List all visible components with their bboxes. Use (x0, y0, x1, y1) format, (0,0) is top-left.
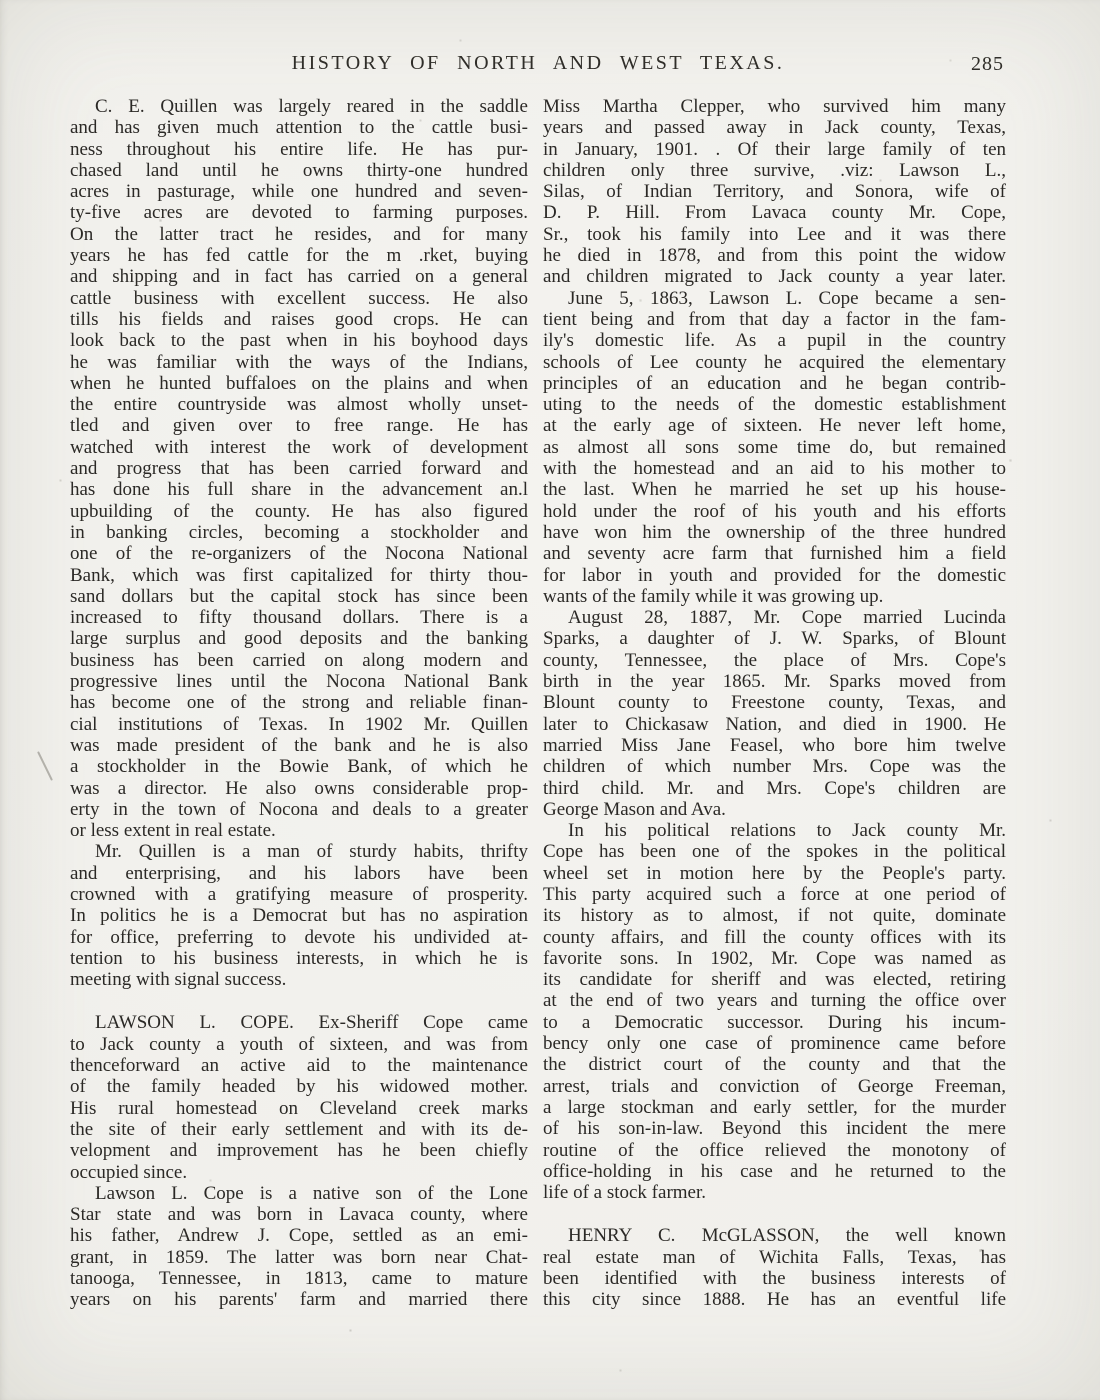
text-line: increased to fifty thousand dollars. There is a (70, 607, 528, 629)
text-line: the site of their early settlement and with its de- (70, 1118, 528, 1140)
text-line: the entire countryside was almost wholly unset- (70, 394, 528, 416)
text-line: one of the re-organizers of the Nocona National (70, 543, 528, 565)
paper-speckles (0, 0, 1, 1)
text-line: Bank, which was first capitalized for thirty thou- (70, 564, 528, 586)
text-line: a large stockman and early settler, for the murder (543, 1096, 1006, 1118)
text-line: Star state and was born in Lavaca county, where (70, 1204, 528, 1226)
text-column-left (70, 96, 528, 1311)
text-line: cattle business with excellent success. He also (70, 287, 528, 309)
text-line: HENRY C. McGLASSON, the well known (568, 1225, 1006, 1247)
text-line: meeting with signal success. (70, 969, 287, 991)
text-line: uting to the needs of the domestic establishment (543, 394, 1006, 416)
text-line: in January, 1901. . Of their large family of ten (543, 138, 1006, 160)
text-line: tention to his business interests, in which he is (70, 947, 528, 969)
text-line: married Miss Jane Feasel, who bore him twelve (543, 734, 1006, 756)
running-header (70, 52, 1006, 75)
text-line: been identified with the business interests of (543, 1268, 1006, 1290)
text-line: tled and given over to free range. He has (70, 415, 528, 437)
text-line: Sr., took his family into Lee and it was there (543, 223, 1006, 245)
text-line: and seventy acre farm that furnished him a field (543, 543, 1006, 565)
page-title: HISTORY OF NORTH AND WEST TEXAS. (291, 52, 785, 74)
text-line: LAWSON L. COPE. Ex-Sheriff Cope came (95, 1012, 528, 1034)
text-line: Miss Martha Clepper, who survived him many (543, 96, 1006, 117)
text-line: office-holding in his case and he returned to the (543, 1160, 1006, 1182)
text-line: children only three survive, .viz: Lawson L., (543, 159, 1006, 181)
text-line: children of which number Mrs. Cope was the (543, 756, 1006, 778)
text-line: Cope has been one of the spokes in the political (543, 841, 1006, 863)
text-line: a stockholder in the Bowie Bank, of which he (70, 756, 528, 778)
text-line: life of a stock farmer. (543, 1182, 707, 1204)
page-number: 285 (971, 53, 1004, 75)
text-line: real estate man of Wichita Falls, Texas, has (543, 1246, 1006, 1268)
text-line: to a Democratic successor. During his incum- (543, 1011, 1006, 1033)
text-line: wheel set in motion here by the People's party. (543, 862, 1006, 884)
text-line: to Jack county a youth of sixteen, and was from (70, 1033, 528, 1055)
text-line: of the family headed by his widowed mother. (70, 1076, 528, 1098)
text-line: or less extent in real estate. (70, 820, 276, 842)
text-line: and shipping and in fact has carried on a general (70, 266, 528, 288)
text-line: of his son-in-law. Beyond this incident the mere (543, 1118, 1006, 1140)
text-line: sand dollars but the capital stock has since been (70, 585, 528, 607)
text-line: Sparks, a daughter of J. W. Sparks, of Blount (543, 628, 1006, 650)
text-line: chased land until he owns thirty-one hundred (70, 159, 528, 181)
text-line: ty-five acres are devoted to farming purposes. (70, 202, 528, 224)
text-line: with the homestead and an aid to his mother to (543, 458, 1006, 480)
text-line: Lawson L. Cope is a native son of the Lone (95, 1182, 528, 1204)
text-line: erty in the town of Nocona and deals to a greater (70, 798, 528, 820)
text-line: bency only one case of prominence came before (543, 1033, 1006, 1055)
text-line: years he has fed cattle for the m .rket, buying (70, 245, 528, 267)
text-line: and children migrated to Jack county a year later. (543, 266, 1006, 288)
text-line: was made president of the bank and he is also (70, 734, 528, 756)
text-line: tient being and from that day a factor in the fam- (543, 308, 1006, 330)
text-line: and enterprising, and his labors have been (70, 862, 528, 884)
text-line: its history as to almost, if not quite, dominate (543, 905, 1006, 927)
text-line: has done his full share in the advancement an.l (70, 479, 528, 501)
text-line: watched with interest the work of development (70, 436, 528, 458)
text-line: Silas, of Indian Territory, and Sonora, wife of (543, 181, 1006, 203)
text-line: Blount county to Freestone county, Texas, and (543, 692, 1006, 714)
text-line: hold under the roof of his youth and his efforts (543, 500, 1006, 522)
text-line: On the latter tract he resides, and for many (70, 223, 528, 245)
text-line: June 5, 1863, Lawson L. Cope became a sen- (568, 287, 1006, 309)
text-line: look back to the past when in his boyhood days (70, 330, 528, 352)
text-line: crowned with a gratifying measure of prosperity. (70, 883, 528, 905)
text-line: C. E. Quillen was largely reared in the saddle (95, 96, 528, 117)
text-line: at the early age of sixteen. He never left home, (543, 415, 1006, 437)
text-line: wants of the family while it was growing up. (543, 585, 884, 607)
text-line: cial institutions of Texas. In 1902 Mr. Quillen (70, 713, 528, 735)
text-line: business has been carried on along modern and (70, 649, 528, 671)
text-line: has become one of the strong and reliable finan- (70, 692, 528, 714)
text-line: for office, preferring to devote his undivided at- (70, 926, 528, 948)
text-line: he died in 1878, and from this point the widow (543, 245, 1006, 267)
text-line: at the end of two years and turning the office over (543, 990, 1006, 1012)
text-line: its candidate for sheriff and was elected, retiring (543, 969, 1006, 991)
text-line: large surplus and good deposits and the banking (70, 628, 528, 650)
text-columns (70, 96, 1006, 1311)
text-line: favorite sons. In 1902, Mr. Cope was named as (543, 947, 1006, 969)
text-line: George Mason and Ava. (543, 798, 726, 820)
text-line: upbuilding of the county. He has also figured (70, 500, 528, 522)
text-line: the last. When he married he set up his house- (543, 479, 1006, 501)
text-line: in banking circles, becoming a stockholder and (70, 521, 528, 543)
text-line: Mr. Quillen is a man of sturdy habits, thrifty (95, 841, 528, 863)
text-line: was a director. He also owns considerable prop- (70, 777, 528, 799)
text-line: grant, in 1859. The latter was born near Chat- (70, 1246, 528, 1268)
text-line: for labor in youth and provided for the domestic (543, 564, 1006, 586)
text-line: velopment and improvement has he been chiefly (70, 1140, 528, 1162)
text-line: This party acquired such a force at one period of (543, 883, 1006, 905)
text-line: and has given much attention to the cattle busi- (70, 117, 528, 139)
text-line: principles of an education and he began contrib- (543, 372, 1006, 394)
text-line: his father, Andrew J. Cope, settled as an emi- (70, 1225, 528, 1247)
text-line: In his political relations to Jack county Mr. (568, 820, 1006, 842)
text-line: and progress that has been carried forward and (70, 458, 528, 480)
text-line: this city since 1888. He has an eventful life (543, 1289, 1006, 1311)
text-line: tills his fields and raises good crops. He can (70, 308, 528, 330)
stray-pen-mark (37, 751, 53, 781)
text-line: later to Chickasaw Nation, and died in 1900. He (543, 713, 1006, 735)
text-line: routine of the office relieved the monotony of (543, 1139, 1006, 1161)
text-line: thenceforward an active aid to the maintenance (70, 1055, 528, 1077)
text-line: years and passed away in Jack county, Texas, (543, 117, 1006, 139)
text-column-right (543, 96, 1006, 1311)
text-line: arrest, trials and conviction of George Freeman, (543, 1075, 1006, 1097)
text-line: he was familiar with the ways of the Indians, (70, 351, 528, 373)
text-line: as almost all sons some time do, but remained (543, 436, 1006, 458)
text-line: His rural homestead on Cleveland creek marks (70, 1097, 528, 1119)
text-line: D. P. Hill. From Lavaca county Mr. Cope, (543, 202, 1006, 224)
text-line: August 28, 1887, Mr. Cope married Lucinda (568, 607, 1006, 629)
text-line: progressive lines until the Nocona National Bank (70, 671, 528, 693)
text-line: when he hunted buffaloes on the plains and when (70, 372, 528, 394)
text-line: birth in the year 1865. Mr. Sparks moved from (543, 671, 1006, 693)
text-line: ness throughout his entire life. He has pur- (70, 138, 528, 160)
text-line: In politics he is a Democrat but has no aspiration (70, 905, 528, 927)
text-line: years on his parents' farm and married there (70, 1289, 528, 1311)
text-line: have won him the ownership of the three hundred (543, 521, 1006, 543)
text-line: county, Tennessee, the place of Mrs. Cope's (543, 649, 1006, 671)
text-line: occupied since. (70, 1161, 188, 1183)
text-line: ily's domestic life. As a pupil in the country (543, 330, 1006, 352)
text-line: acres in pasturage, while one hundred and seven- (70, 181, 528, 203)
text-line: county affairs, and fill the county offices with its (543, 926, 1006, 948)
text-line: the district court of the county and that the (543, 1054, 1006, 1076)
text-line: tanooga, Tennessee, in 1813, came to mature (70, 1268, 528, 1290)
text-line: third child. Mr. and Mrs. Cope's children are (543, 777, 1006, 799)
text-line: schools of Lee county he acquired the elementary (543, 351, 1006, 373)
